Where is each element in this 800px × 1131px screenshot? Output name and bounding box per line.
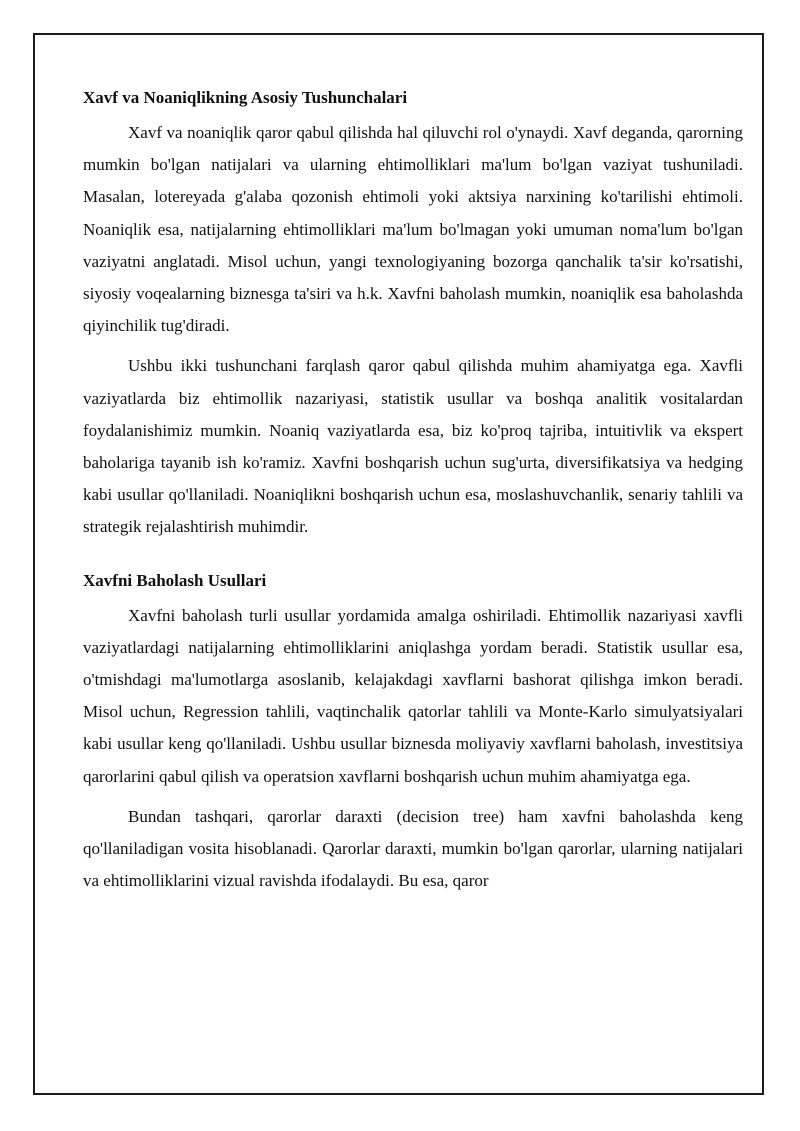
paragraph: Xavf va noaniqlik qaror qabul qilishda hal qiluvchi rol o'ynaydi. Xavf deganda, qarorning mumkin bo'lgan natijalari va ularning ehtimolliklari ma'lum bo'lgan vaziyat tushuniladi. Masalan, lotereyada g'alaba qozonish ehtimoli yoki aktsiya narxining ko'tarilishi ehtimoli. Noaniqlik esa, natijalarning ehtimolliklari ma'lum bo'lmagan yoki umuman noma'lum bo'lgan vaziyatni anglatadi. Misol uchun, yangi texnologiyaning bozorga qanchalik ta'sir ko'rsatishi, siyosiy voqealarning biznesga ta'siri va h.k. Xavfni baholash mumkin, noaniqlik esa baholashda qiyinchilik tug'diradi.: [83, 123, 743, 336]
section-heading: Xavfni Baholash Usullari: [83, 570, 267, 590]
section-heading: Xavf va Noaniqlikning Asosiy Tushunchalari: [83, 88, 408, 107]
paragraph: Xavfni baholash turli usullar yordamida amalga oshiriladi. Ehtimollik nazariyasi xavfli vaziyatlardagi natijalarning ehtimolliklarini aniqlashga yordam beradi. Statistik usullar esa, o'tmishdagi ma'lumotlarga asoslanib, kelajakdagi xavflarni bashorat qilishga imkon beradi. Misol uchun, Regression tahlili, vaqtinchalik qatorlar tahlili va Monte-Karlo simulyatsiyalari kabi usullar keng qo'llaniladi. Ushbu usullar biznesda moliyaviy xavflarni baholash, investitsiya qarorlarini qabul qilish va operatsion xavflarni boshqarish uchun muhim ahamiyatga ega.: [83, 605, 743, 786]
document-body: [83, 73, 743, 897]
paragraph: Bundan tashqari, qarorlar daraxti (decision tree) ham xavfni baholashda keng qo'llaniladigan vosita hisoblanadi. Qarorlar daraxti, mumkin bo'lgan qarorlar, ularning natijalari va ehtimolliklarini vizual ravishda ifodalaydi. Bu esa, qaror: [83, 806, 743, 891]
paragraph: Ushbu ikki tushunchani farqlash qaror qabul qilishda muhim ahamiyatga ega. Xavfli vaziyatlarda biz ehtimollik nazariyasi, statistik usullar va boshqa analitik vositalardan foydalanishimiz mumkin. Noaniq vaziyatlarda esa, biz ko'proq tajriba, intuitivlik va ekspert baholariga tayanib ish ko'ramiz. Xavfni boshqarish uchun sug'urta, diversifikatsiya va hedging kabi usullar qo'llaniladi. Noaniqlikni boshqarish uchun esa, moslashuvchanlik, senariy tahlili va strategik rejalashtirish muhimdir.: [83, 356, 743, 537]
